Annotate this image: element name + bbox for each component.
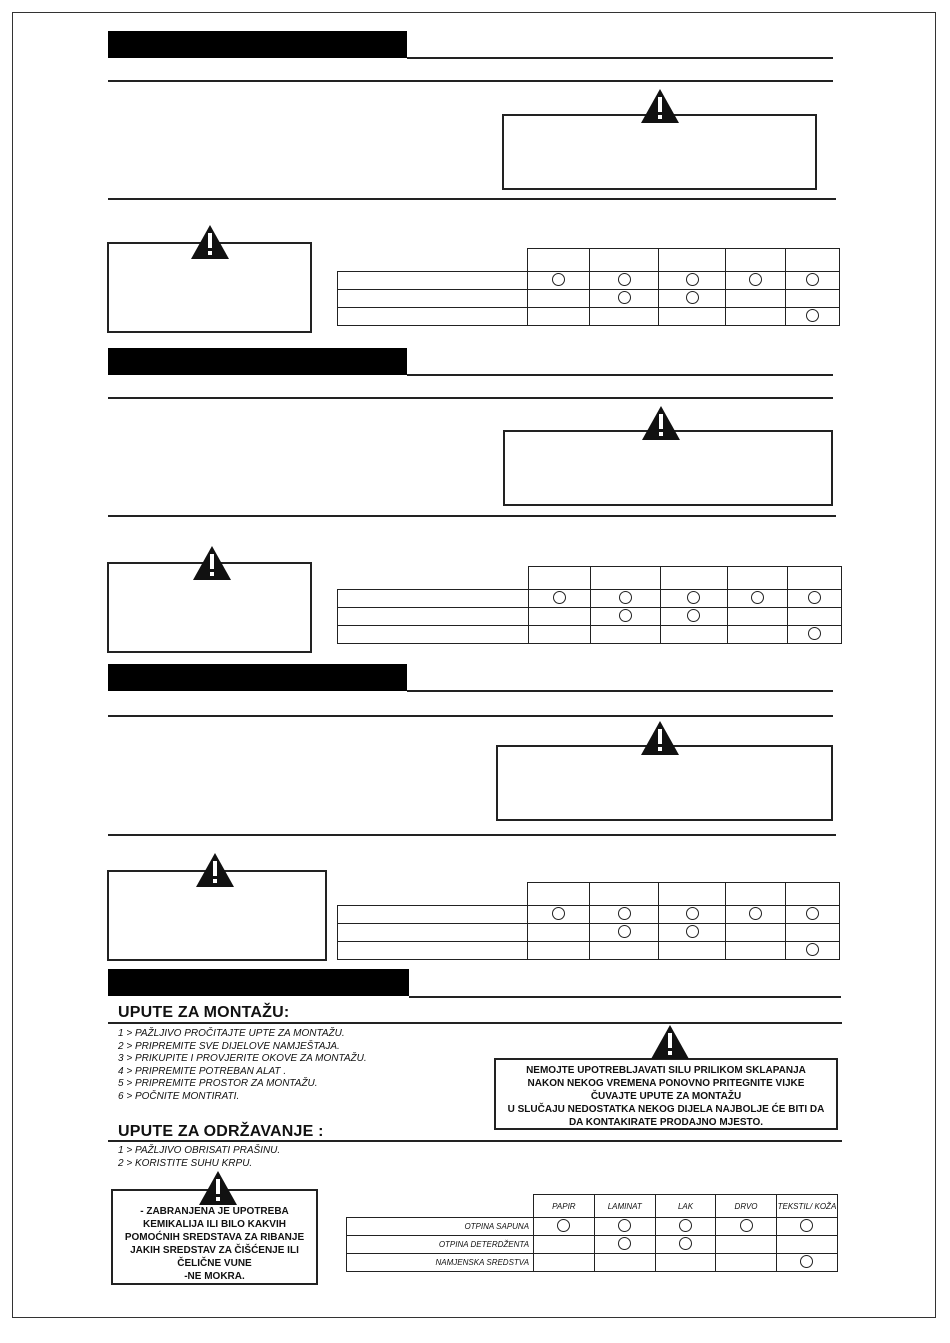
care-table-1	[337, 248, 840, 326]
maintenance-step: 2 > KORISTITE SUHU KRPU.	[118, 1157, 253, 1169]
care-cell	[660, 626, 727, 644]
care-cell	[589, 272, 659, 290]
maintenance-warning-line: POMOĆNIH SREDSTAVA ZA RIBANJE	[124, 1232, 305, 1243]
warning-icon	[640, 88, 680, 124]
care-col-header: LAK	[655, 1195, 715, 1218]
care-cell	[594, 1236, 655, 1254]
assembly-step: 4 > PRIPREMITE POTREBAN ALAT .	[118, 1065, 287, 1077]
assembly-step: 3 > PRIKUPITE I PROVJERITE OKOVE ZA MONTAŽU.	[118, 1053, 367, 1064]
section-header-bar-4	[108, 969, 409, 996]
allowed-circle-icon	[806, 943, 819, 956]
care-cell	[528, 590, 590, 608]
care-cell	[726, 308, 786, 326]
allowed-circle-icon	[618, 273, 631, 286]
care-cell	[785, 308, 839, 326]
assembly-step: 5 > PRIPREMITE PROSTOR ZA MONTAŽU.	[118, 1078, 318, 1089]
care-cell	[727, 590, 787, 608]
care-cell	[716, 1236, 777, 1254]
care-cell	[660, 608, 727, 626]
care-cell	[534, 1236, 595, 1254]
care-cell	[527, 906, 589, 924]
care-cell	[590, 608, 660, 626]
care-cell	[589, 906, 659, 924]
care-table-row	[347, 1236, 838, 1254]
care-row-label: OTPINA SAPUNA	[347, 1218, 534, 1236]
allowed-circle-icon	[751, 591, 764, 604]
care-cell	[716, 1218, 777, 1236]
care-cell	[726, 290, 786, 308]
care-table-row	[338, 608, 842, 626]
care-col-header: DRVO	[716, 1195, 777, 1218]
assembly-warning-line: U SLUČAJU NEDOSTATKA NEKOG DIJELA NAJBOLJE ĆE BITI DA	[507, 1104, 825, 1115]
care-cell	[589, 290, 659, 308]
allowed-circle-icon	[686, 273, 699, 286]
allowed-circle-icon	[749, 273, 762, 286]
assembly-warning-box	[494, 1058, 838, 1130]
allowed-circle-icon	[619, 609, 632, 622]
maintenance-step: 1 > PAŽLJIVO OBRISATI PRAŠINU.	[118, 1145, 281, 1156]
care-cell	[659, 290, 726, 308]
warning-icon	[195, 852, 235, 888]
assembly-heading-rule	[108, 1022, 842, 1024]
allowed-circle-icon	[557, 1219, 570, 1232]
care-cell	[726, 272, 786, 290]
allowed-circle-icon	[800, 1255, 813, 1268]
allowed-circle-icon	[806, 309, 819, 322]
allowed-circle-icon	[687, 609, 700, 622]
divider-rule-3a	[108, 715, 833, 717]
care-table-3	[337, 882, 840, 960]
care-cell	[655, 1254, 715, 1272]
care-cell	[527, 272, 589, 290]
assembly-warning-line: NEMOJTE UPOTREBLJAVATI SILU PRILIKOM SKLAPANJA	[526, 1065, 806, 1076]
care-table-row	[338, 924, 840, 942]
allowed-circle-icon	[618, 1237, 631, 1250]
care-cell	[527, 942, 589, 960]
assembly-step: 2 > PRIPREMITE SVE DIJELOVE NAMJEŠTAJA.	[118, 1040, 340, 1052]
maintenance-heading-rule	[108, 1140, 842, 1142]
care-table-row	[338, 272, 840, 290]
warning-icon	[192, 545, 232, 581]
care-cell	[785, 272, 839, 290]
allowed-circle-icon	[808, 591, 821, 604]
allowed-circle-icon	[553, 591, 566, 604]
care-cell	[527, 308, 589, 326]
section-header-bar-2	[108, 348, 407, 375]
care-cell	[787, 590, 841, 608]
care-cell	[527, 290, 589, 308]
warning-icon	[640, 720, 680, 756]
care-col-header: PAPIR	[534, 1195, 595, 1218]
assembly-step: 6 > POČNITE MONTIRATI.	[118, 1090, 240, 1102]
care-col-header: LAMINAT	[594, 1195, 655, 1218]
assembly-warning-box-3	[496, 745, 833, 821]
care-cell	[787, 626, 841, 644]
allowed-circle-icon	[806, 907, 819, 920]
section-header-rule-4	[409, 996, 841, 998]
care-cell	[589, 308, 659, 326]
care-cell	[776, 1254, 837, 1272]
allowed-circle-icon	[808, 627, 821, 640]
care-cell	[727, 626, 787, 644]
assembly-warning-line: DA KONTAKIRATE PRODAJNO MJESTO.	[568, 1117, 764, 1128]
warning-icon	[198, 1170, 238, 1206]
care-cell	[726, 906, 786, 924]
care-cell	[589, 942, 659, 960]
care-row-label: OTPINA DETERDŽENTA	[347, 1236, 534, 1254]
care-cell	[527, 924, 589, 942]
care-cell	[655, 1236, 715, 1254]
warning-icon	[650, 1024, 690, 1060]
care-table-row	[338, 626, 842, 644]
allowed-circle-icon	[552, 273, 565, 286]
assembly-warning-box-2	[503, 430, 833, 506]
care-cell	[727, 608, 787, 626]
care-cell	[660, 590, 727, 608]
care-cell	[659, 308, 726, 326]
care-table-row	[338, 308, 840, 326]
care-cell	[594, 1254, 655, 1272]
allowed-circle-icon	[618, 1219, 631, 1232]
allowed-circle-icon	[679, 1219, 692, 1232]
assembly-warning-box-1	[502, 114, 817, 190]
maintenance-steps	[118, 1145, 280, 1170]
care-cell	[589, 924, 659, 942]
care-table-row	[338, 906, 840, 924]
care-cell	[659, 942, 726, 960]
care-cell	[787, 608, 841, 626]
assembly-warning-line: ČUVAJTE UPUTE ZA MONTAŽU	[590, 1091, 742, 1102]
divider-rule-2b	[108, 515, 836, 517]
care-table-row	[338, 290, 840, 308]
care-cell	[776, 1218, 837, 1236]
care-cell	[594, 1218, 655, 1236]
allowed-circle-icon	[806, 273, 819, 286]
care-cell	[528, 608, 590, 626]
care-cell	[785, 942, 839, 960]
section-header-rule-1	[407, 57, 833, 59]
care-cell	[659, 272, 726, 290]
allowed-circle-icon	[749, 907, 762, 920]
allowed-circle-icon	[740, 1219, 753, 1232]
care-cell	[655, 1218, 715, 1236]
care-cell	[785, 290, 839, 308]
care-cell	[534, 1254, 595, 1272]
maintenance-warning-line: -NE MOKRA.	[184, 1271, 245, 1282]
maintenance-warning-line: ČELIČNE VUNE	[177, 1258, 252, 1269]
care-cell	[590, 626, 660, 644]
allowed-circle-icon	[618, 907, 631, 920]
care-table-header	[347, 1195, 838, 1218]
assembly-step: 1 > PAŽLJIVO PROČITAJTE UPTE ZA MONTAŽU.	[118, 1028, 345, 1039]
allowed-circle-icon	[687, 591, 700, 604]
care-cell	[528, 626, 590, 644]
care-table	[346, 1194, 838, 1272]
allowed-circle-icon	[686, 291, 699, 304]
care-cell	[785, 924, 839, 942]
care-table-row	[338, 942, 840, 960]
care-cell	[659, 906, 726, 924]
allowed-circle-icon	[679, 1237, 692, 1250]
section-header-bar-3	[108, 664, 407, 691]
assembly-steps	[118, 1028, 367, 1103]
care-cell	[776, 1236, 837, 1254]
allowed-circle-icon	[686, 925, 699, 938]
divider-rule-3b	[108, 834, 836, 836]
section-header-rule-3	[407, 690, 833, 692]
care-table-row	[347, 1254, 838, 1272]
divider-rule-1a	[108, 80, 833, 82]
maintenance-warning-line: JAKIH SREDSTAV ZA ČIŠĆENJE ILI	[130, 1245, 299, 1256]
allowed-circle-icon	[618, 925, 631, 938]
care-cell	[785, 906, 839, 924]
care-cell	[659, 924, 726, 942]
allowed-circle-icon	[800, 1219, 813, 1232]
care-table-row	[338, 590, 842, 608]
warning-icon	[190, 224, 230, 260]
care-cell	[726, 924, 786, 942]
care-cell	[726, 942, 786, 960]
care-col-header: TEKSTIL/ KOŽA	[776, 1195, 837, 1218]
care-cell	[716, 1254, 777, 1272]
warning-icon	[641, 405, 681, 441]
allowed-circle-icon	[552, 907, 565, 920]
care-cell	[590, 590, 660, 608]
care-row-label: NAMJENSKA SREDSTVA	[347, 1254, 534, 1272]
allowed-circle-icon	[619, 591, 632, 604]
assembly-warning-line: NAKON NEKOG VREMENA PONOVNO PRITEGNITE VIJKE	[527, 1078, 805, 1089]
divider-rule-2a	[108, 397, 833, 399]
allowed-circle-icon	[618, 291, 631, 304]
care-table-2	[337, 566, 842, 644]
allowed-circle-icon	[686, 907, 699, 920]
maintenance-warning-line: KEMIKALIJA ILI BILO KAKVIH	[143, 1219, 286, 1230]
section-header-rule-2	[407, 374, 833, 376]
maintenance-warning-line: - ZABRANJENA JE UPOTREBA	[140, 1206, 289, 1217]
section-header-bar-1	[108, 31, 407, 58]
care-table-row	[347, 1218, 838, 1236]
assembly-heading: UPUTE ZA MONTAŽU:	[118, 1004, 290, 1021]
maintenance-heading: UPUTE ZA ODRŽAVANJE :	[118, 1123, 324, 1140]
divider-rule-1b	[108, 198, 836, 200]
care-cell	[534, 1218, 595, 1236]
